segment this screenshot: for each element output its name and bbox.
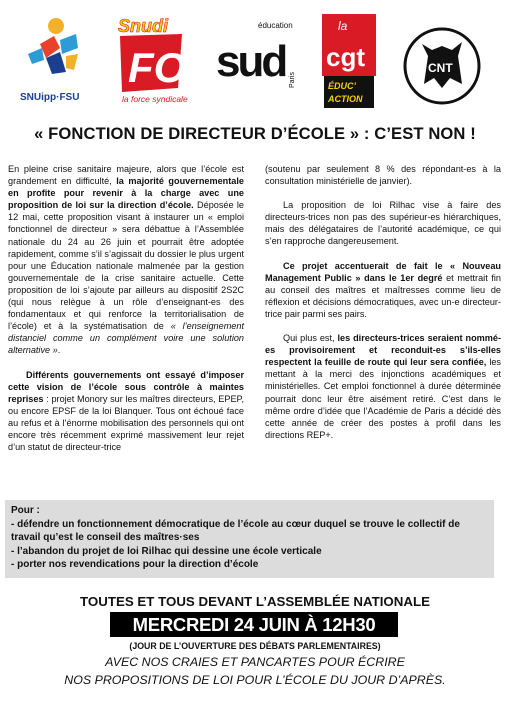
svg-text:la: la	[338, 19, 348, 33]
svg-text:cgt: cgt	[326, 42, 365, 72]
slogan-line-2: NOS PROPOSITIONS DE LOI POUR L’ÉCOLE DU JOUR D’APRÈS.	[64, 673, 446, 687]
demands-box	[5, 500, 494, 578]
paragraph-intro: En pleine crise sanitaire majeure, alors que l’école est grandement en difficulté, la majorité gouvernementale en profite pour revenir à la charge avec une proposition de loi sur la direction d’école. Déposée le 12 mai, cette proposition visant à instaurer un « emploi fonctionnel de directeur » sera débattue à l’Assemblée nationale du 24 au 26 juin et pourrait être adoptée rapidement, comme s’il s’agissait du dossier le plus urgent pour une Éducation nationale malmenée par la gestion gouvernementale de la crise sanitaire actuelle. Cette proposition de loi s’ajoute par ailleurs au dispositif 2S2C (qui nous relègue à un rôle d’enseignant-es des fondamentaux et qui renforce la territorialisation de l’école) et à la systématisation de « l’enseignement distanciel comme un complément voire une solution alternative ».	[8, 164, 244, 356]
event-note: (JOUR DE L’OUVERTURE DES DÉBATS PARLEMENTAIRES)	[129, 641, 381, 651]
svg-text:SNUipp·FSU: SNUipp·FSU	[20, 92, 80, 103]
svg-text:sud: sud	[216, 37, 286, 86]
svg-text:ACTION: ACTION	[328, 94, 363, 104]
demand-item: - défendre un fonctionnement démocratique de l’école au cœur duquel se trouve le collectif de travail qu’est le conseil des maîtres·ses	[11, 518, 460, 544]
cnt-black-cat-logo	[402, 26, 482, 106]
page-title: « FONCTION DE DIRECTEUR D’ÉCOLE » : C’EST NON !	[34, 124, 476, 143]
svg-text:CNT: CNT	[428, 61, 453, 75]
demand-item: - l’abandon du projet de loi Rilhac qui dessine une école verticale	[11, 545, 322, 557]
sud-education-logo	[214, 18, 300, 98]
event-date-banner: MERCREDI 24 JUIN À 12H30	[110, 612, 398, 637]
left-column	[8, 163, 244, 465]
paragraph-nomination: Qui plus est, les directeurs-trices seraient nommé-es provisoirement et reconduit-es s’ils-elles respectent la feuille de route qui leur sera confiée, les mettant à la merci des injonctions académiques et ministérielles. Cet emploi fonctionnel à durée déterminée pourrait donc leur être aisément retiré. C’est dans le même ordre d’idée que l’Académie de Paris a décidé dès cette année de créer des postes à profil dans les directions REP+.	[265, 333, 501, 440]
paragraph-rilhac: La proposition de loi Rilhac vise à faire des directeurs-trices non pas des supérieur-es hiérarchiques, mais des délégataires de l’autorité académique, ce qui s’en rapproche dangereusement.	[265, 200, 501, 247]
cgt-educaction-logo	[318, 14, 380, 110]
paragraph-history: Différents gouvernements ont essayé d’imposer cette vision de l’école sous contrôle à maintes reprises : projet Monory sur les maîtres directeurs, EPEP, ou encore EPSF de la loi Blanquer. Tous ont échoué face au refus et à l’énorme mobilisation des personnels qui ont encore très récemment exprimé massivement leur rejet d’un statut de directeur-trice	[8, 369, 244, 453]
svg-text:Paris: Paris	[289, 72, 296, 88]
logos-row	[0, 8, 510, 108]
paragraph-consultation: (soutenu par seulement 8 % des répondant-es à la consultation ministérielle de janvier).	[265, 164, 501, 187]
svg-text:la force syndicale: la force syndicale	[122, 94, 188, 104]
svg-text:ÉDUC’: ÉDUC’	[328, 81, 357, 91]
snudi-fo-logo	[112, 14, 202, 106]
right-column	[265, 163, 501, 453]
svg-text:Snudi: Snudi	[118, 16, 168, 36]
svg-text:éducation: éducation	[258, 21, 293, 30]
demands-heading: Pour :	[11, 505, 40, 516]
call-to-action: TOUTES ET TOUS DEVANT L’ASSEMBLÉE NATIONALE	[80, 594, 430, 609]
paragraph-management: Ce projet accentuerait de fait le « Nouveau Management Public » dans le 1er degré et mettrait fin au conseil des maîtres et maîtresses comme lieu de réflexion et décisions démocratiques, avec un-e directeur-trice pair parmi ses pairs.	[265, 260, 501, 319]
slogan-line-1: AVEC NOS CRAIES ET PANCARTES POUR ÉCRIRE	[105, 655, 405, 669]
snuipp-fsu-logo	[16, 14, 94, 106]
svg-text:FO: FO	[128, 44, 187, 91]
demand-item: - porter nos revendications pour la direction d’école	[11, 559, 259, 571]
